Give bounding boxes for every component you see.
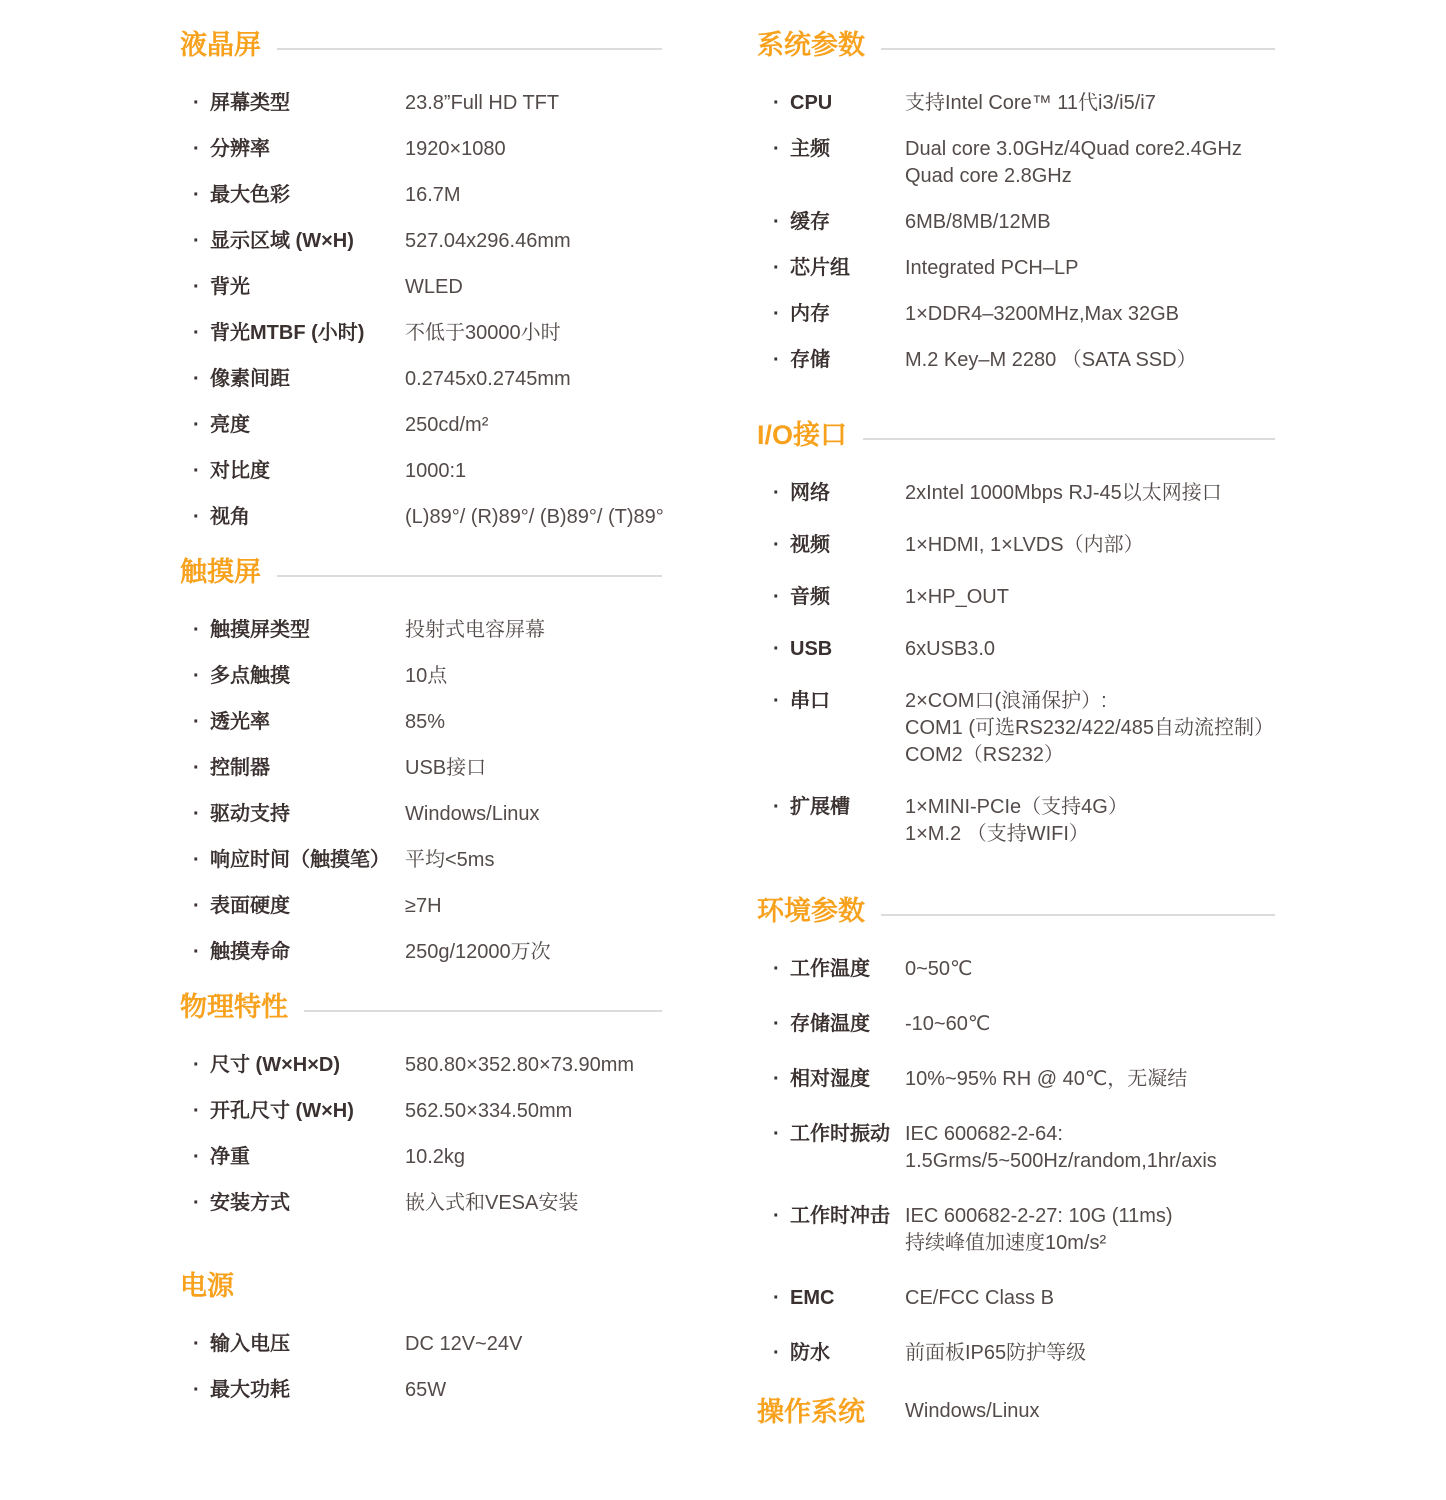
- spec-value: [405, 755, 662, 782]
- spec-row: [180, 274, 662, 301]
- spec-row: [180, 458, 662, 485]
- spec-value-line: 0~50℃: [905, 958, 973, 980]
- section-inline-value: Windows/Linux: [905, 1400, 1040, 1422]
- spec-value-line: 85%: [405, 711, 446, 733]
- spec-value: [405, 893, 662, 920]
- spec-value: [405, 801, 662, 828]
- section-io-interfaces: [757, 418, 1275, 848]
- spec-value: [905, 636, 1275, 663]
- spec-label: 背光: [210, 276, 250, 298]
- spec-label: 芯片组: [790, 257, 850, 279]
- section-environment: [757, 894, 1275, 1367]
- spec-value: [405, 1190, 662, 1217]
- spec-value: [405, 847, 662, 874]
- section-title: 液晶屏: [180, 30, 261, 60]
- spec-label: 多点触摸: [210, 665, 290, 687]
- spec-value-line: Integrated PCH–LP: [905, 257, 1079, 279]
- spec-value: [405, 1331, 662, 1358]
- spec-rows: [757, 90, 1275, 374]
- spec-value: [905, 688, 1275, 769]
- bullet-dot: ·: [193, 849, 200, 871]
- section-header-system: [757, 28, 1275, 62]
- spec-value-line: 1×HDMI, 1×LVDS（内部）: [905, 534, 1144, 556]
- section-title: 触摸屏: [180, 557, 261, 587]
- spec-label: 内存: [790, 303, 830, 325]
- spec-row: [180, 366, 662, 393]
- spec-value-line: -10~60℃: [905, 1013, 991, 1035]
- spec-label: 像素间距: [210, 368, 290, 390]
- bullet-dot: ·: [193, 184, 200, 206]
- spec-value-line: 250g/12000万次: [405, 941, 551, 963]
- spec-value-line: Dual core 3.0GHz/4Quad core2.4GHz: [905, 138, 1242, 160]
- bullet-dot: ·: [773, 690, 780, 712]
- spec-value-line: 嵌入式和VESA安装: [405, 1192, 579, 1214]
- spec-label: 尺寸 (W×H×D): [210, 1054, 340, 1076]
- spec-value-line: 支持Intel Core™ 11代i3/i5/i7: [905, 92, 1156, 114]
- spec-value-line: (L)89°/ (R)89°/ (B)89°/ (T)89°: [405, 506, 664, 528]
- spec-row: [180, 1144, 662, 1171]
- spec-value-line: 1000:1: [405, 460, 467, 482]
- bullet-dot: ·: [773, 138, 780, 160]
- bullet-dot: ·: [193, 665, 200, 687]
- section-divider-line: [863, 438, 1275, 440]
- spec-label: 最大功耗: [210, 1379, 290, 1401]
- bullet-dot: ·: [773, 1123, 780, 1145]
- spec-label: 最大色彩: [210, 184, 290, 206]
- spec-value: [405, 320, 662, 347]
- spec-value: [905, 136, 1275, 190]
- spec-value-line: 6MB/8MB/12MB: [905, 211, 1051, 233]
- spec-value-line: 投射式电容屏幕: [405, 619, 545, 641]
- bullet-dot: ·: [193, 711, 200, 733]
- spec-label: 响应时间（触摸笔）: [210, 849, 390, 871]
- bullet-dot: ·: [193, 1192, 200, 1214]
- section-header-power: [180, 1269, 662, 1303]
- spec-row: [180, 228, 662, 255]
- spec-value: [905, 209, 1275, 236]
- bullet-dot: ·: [193, 1054, 200, 1076]
- spec-label: 表面硬度: [210, 895, 290, 917]
- bullet-dot: ·: [193, 414, 200, 436]
- bullet-dot: ·: [193, 1146, 200, 1168]
- spec-value: [905, 347, 1275, 374]
- spec-label: 主频: [790, 138, 830, 160]
- spec-value: [405, 182, 662, 209]
- spec-row: [180, 504, 662, 531]
- bullet-dot: ·: [193, 276, 200, 298]
- bullet-dot: ·: [193, 138, 200, 160]
- spec-row: [757, 301, 1275, 328]
- spec-value-line: 1×MINI-PCIe（支持4G）: [905, 796, 1128, 818]
- spec-rows: [180, 1331, 662, 1404]
- section-title: I/O接口: [757, 420, 848, 450]
- spec-label: 音频: [790, 586, 830, 608]
- section-divider-line: [881, 48, 1275, 50]
- spec-row: [180, 1190, 662, 1217]
- section-title: 电源: [180, 1271, 234, 1301]
- spec-row: [757, 209, 1275, 236]
- spec-rows: [180, 1052, 662, 1217]
- spec-value-line: 0.2745x0.2745mm: [405, 368, 571, 390]
- spec-rows: [180, 617, 662, 966]
- section-header-environment: [757, 894, 1275, 928]
- spec-row: [757, 1121, 1275, 1175]
- spec-label: 触摸寿命: [210, 941, 290, 963]
- bullet-dot: ·: [773, 796, 780, 818]
- spec-value: [405, 617, 662, 644]
- spec-value-line: DC 12V~24V: [405, 1333, 523, 1355]
- spec-value: [905, 1340, 1275, 1367]
- spec-value-line: CE/FCC Class B: [905, 1287, 1054, 1309]
- spec-label: 工作时冲击: [790, 1205, 890, 1227]
- spec-row: [180, 320, 662, 347]
- spec-row: [757, 255, 1275, 282]
- spec-value: [405, 1052, 662, 1079]
- section-physical: [180, 990, 662, 1217]
- spec-value-line: 2×COM口(浪涌保护）:: [905, 690, 1107, 712]
- spec-row: [180, 182, 662, 209]
- spec-value-line: IEC 600682-2-27: 10G (11ms): [905, 1205, 1173, 1227]
- spec-value: [405, 1144, 662, 1171]
- spec-label: 相对湿度: [790, 1068, 870, 1090]
- bullet-dot: ·: [773, 1342, 780, 1364]
- spec-label: 分辨率: [210, 138, 270, 160]
- bullet-dot: ·: [773, 534, 780, 556]
- section-header-physical: [180, 990, 662, 1024]
- spec-value: [905, 584, 1275, 611]
- spec-row: [757, 136, 1275, 190]
- spec-row: [180, 1331, 662, 1358]
- spec-label: 安装方式: [210, 1192, 290, 1214]
- section-title: 操作系统: [757, 1397, 865, 1427]
- spec-rows: [757, 480, 1275, 848]
- section-title: 环境参数: [757, 896, 865, 926]
- spec-value-line: 1×HP_OUT: [905, 586, 1009, 608]
- spec-row: [180, 709, 662, 736]
- bullet-dot: ·: [193, 895, 200, 917]
- bullet-dot: ·: [773, 1287, 780, 1309]
- bullet-dot: ·: [773, 1068, 780, 1090]
- section-system: [757, 28, 1275, 374]
- section-divider-line: [881, 914, 1275, 916]
- bullet-dot: ·: [193, 941, 200, 963]
- spec-value-line: 不低于30000小时: [405, 322, 561, 344]
- spec-value-line: Windows/Linux: [405, 803, 540, 825]
- spec-value: [405, 412, 662, 439]
- bullet-dot: ·: [773, 349, 780, 371]
- spec-row: [757, 1011, 1275, 1038]
- spec-row: [180, 893, 662, 920]
- spec-value-line: 持续峰值加速度10m/s²: [905, 1232, 1107, 1254]
- spec-row: [180, 1098, 662, 1125]
- bullet-dot: ·: [773, 958, 780, 980]
- spec-row: [757, 1340, 1275, 1367]
- spec-value-line: 1920×1080: [405, 138, 506, 160]
- spec-label: 视角: [210, 506, 250, 528]
- spec-value: [405, 90, 662, 117]
- spec-row: [180, 90, 662, 117]
- spec-row: [757, 584, 1275, 611]
- spec-label: 缓存: [790, 211, 830, 233]
- spec-value: [905, 480, 1275, 507]
- bullet-dot: ·: [773, 638, 780, 660]
- bullet-dot: ·: [773, 211, 780, 233]
- spec-row: [180, 663, 662, 690]
- spec-label: 对比度: [210, 460, 270, 482]
- bullet-dot: ·: [773, 257, 780, 279]
- spec-row: [757, 90, 1275, 117]
- spec-row: [757, 1285, 1275, 1312]
- section-header-operating-system: [757, 1395, 1275, 1429]
- bullet-dot: ·: [193, 322, 200, 344]
- spec-row: [180, 412, 662, 439]
- bullet-dot: ·: [193, 460, 200, 482]
- spec-value-line: 65W: [405, 1379, 447, 1401]
- spec-value-line: M.2 Key–M 2280 （SATA SSD）: [905, 349, 1197, 371]
- spec-value: [405, 366, 662, 393]
- section-divider-line: [277, 48, 662, 50]
- spec-value: [405, 663, 662, 690]
- spec-row: [757, 347, 1275, 374]
- spec-label: 存储: [790, 349, 830, 371]
- spec-value-line: 562.50×334.50mm: [405, 1100, 573, 1122]
- spec-value-line: ≥7H: [405, 895, 442, 917]
- spec-row: [180, 801, 662, 828]
- spec-row: [757, 956, 1275, 983]
- spec-value-line: 6xUSB3.0: [905, 638, 996, 660]
- spec-row: [180, 136, 662, 163]
- bullet-dot: ·: [193, 619, 200, 641]
- spec-rows: [180, 90, 662, 531]
- section-divider-line: [304, 1010, 662, 1012]
- spec-value-line: IEC 600682-2-64:: [905, 1123, 1063, 1145]
- spec-value-line: 580.80×352.80×73.90mm: [405, 1054, 635, 1076]
- spec-value-line: 平均<5ms: [405, 849, 495, 871]
- bullet-dot: ·: [773, 1013, 780, 1035]
- left-column: [180, 28, 662, 1428]
- spec-value: [405, 458, 662, 485]
- bullet-dot: ·: [193, 1100, 200, 1122]
- bullet-dot: ·: [773, 1205, 780, 1227]
- spec-value: [905, 1121, 1275, 1175]
- spec-label: 开孔尺寸 (W×H): [210, 1100, 354, 1122]
- spec-value-line: 10%~95% RH @ 40℃，无凝结: [905, 1068, 1188, 1090]
- spec-label: 背光MTBF (小时): [210, 322, 365, 344]
- spec-value: [405, 709, 662, 736]
- spec-value-line: 1×DDR4–3200MHz,Max 32GB: [905, 303, 1180, 325]
- section-header-touch-screen: [180, 555, 662, 589]
- spec-value: [405, 939, 662, 966]
- section-touch-screen: [180, 555, 662, 966]
- spec-label: 透光率: [210, 711, 270, 733]
- spec-value-line: 10.2kg: [405, 1146, 466, 1168]
- spec-label: 亮度: [210, 414, 250, 436]
- spec-value-line: 23.8”Full HD TFT: [405, 92, 560, 114]
- spec-value: [905, 532, 1275, 559]
- spec-value-line: 1×M.2 （支持WIFI）: [905, 823, 1089, 845]
- section-lcd-screen: [180, 28, 662, 531]
- spec-label: 驱动支持: [210, 803, 290, 825]
- spec-label: 屏幕类型: [210, 92, 290, 114]
- spec-value: [405, 1098, 662, 1125]
- spec-value-line: 527.04x296.46mm: [405, 230, 571, 252]
- spec-value: [405, 274, 662, 301]
- spec-label: 输入电压: [210, 1333, 290, 1355]
- spec-value: [405, 1377, 662, 1404]
- bullet-dot: ·: [193, 1379, 200, 1401]
- section-operating-system: [757, 1395, 1275, 1429]
- spec-value-line: Quad core 2.8GHz: [905, 165, 1072, 187]
- bullet-dot: ·: [193, 757, 200, 779]
- spec-row: [180, 1052, 662, 1079]
- right-column: [757, 28, 1275, 1457]
- bullet-dot: ·: [193, 368, 200, 390]
- spec-value-line: 前面板IP65防护等级: [905, 1342, 1087, 1364]
- bullet-dot: ·: [773, 92, 780, 114]
- spec-value: [905, 1203, 1275, 1257]
- bullet-dot: ·: [773, 482, 780, 504]
- bullet-dot: ·: [193, 506, 200, 528]
- spec-value: [405, 504, 664, 531]
- spec-label: 工作温度: [790, 958, 870, 980]
- spec-row: [757, 1203, 1275, 1257]
- spec-value-line: 10点: [405, 665, 448, 687]
- spec-label: 显示区域 (W×H): [210, 230, 354, 252]
- spec-value-line: WLED: [405, 276, 463, 298]
- section-divider-line: [277, 575, 662, 577]
- spec-row: [180, 847, 662, 874]
- spec-value: [405, 228, 662, 255]
- bullet-dot: ·: [193, 92, 200, 114]
- spec-value: [405, 136, 662, 163]
- spec-label: EMC: [790, 1287, 835, 1309]
- section-header-io-interfaces: [757, 418, 1275, 452]
- spec-row: [180, 755, 662, 782]
- spec-label: 工作时振动: [790, 1123, 890, 1145]
- spec-label: 触摸屏类型: [210, 619, 310, 641]
- spec-label: 净重: [210, 1146, 250, 1168]
- spec-row: [180, 1377, 662, 1404]
- spec-label: 存储温度: [790, 1013, 870, 1035]
- spec-value-line: 2xIntel 1000Mbps RJ-45以太网接口: [905, 482, 1222, 504]
- spec-value-line: COM1 (可选RS232/422/485自动流控制）: [905, 717, 1275, 739]
- spec-label: 串口: [790, 690, 830, 712]
- spec-row: [757, 636, 1275, 663]
- spec-label: USB: [790, 638, 833, 660]
- spec-row: [757, 1066, 1275, 1093]
- spec-value-line: USB接口: [405, 757, 487, 779]
- spec-label: 防水: [790, 1342, 830, 1364]
- bullet-dot: ·: [193, 803, 200, 825]
- spec-row: [757, 794, 1275, 848]
- spec-row: [180, 617, 662, 644]
- spec-row: [757, 688, 1275, 769]
- spec-value-line: 16.7M: [405, 184, 461, 206]
- spec-row: [180, 939, 662, 966]
- spec-label: 视频: [790, 534, 830, 556]
- spec-value: [905, 1066, 1275, 1093]
- spec-rows: [757, 956, 1275, 1367]
- spec-row: [757, 532, 1275, 559]
- spec-value-line: COM2（RS232）: [905, 744, 1064, 766]
- section-title: 系统参数: [757, 30, 865, 60]
- spec-row: [757, 480, 1275, 507]
- spec-value: [905, 1011, 1275, 1038]
- spec-value: [905, 255, 1275, 282]
- bullet-dot: ·: [773, 586, 780, 608]
- spec-label: CPU: [790, 92, 833, 114]
- spec-value: [905, 301, 1275, 328]
- section-title: 物理特性: [180, 992, 288, 1022]
- spec-value: [905, 1285, 1275, 1312]
- spec-label: 控制器: [210, 757, 270, 779]
- spec-label: 扩展槽: [790, 796, 850, 818]
- spec-value: [905, 956, 1275, 983]
- bullet-dot: ·: [193, 1333, 200, 1355]
- spec-value: [905, 90, 1275, 117]
- bullet-dot: ·: [193, 230, 200, 252]
- section-header-lcd-screen: [180, 28, 662, 62]
- spec-value-line: 1.5Grms/5~500Hz/random,1hr/axis: [905, 1150, 1217, 1172]
- section-power: [180, 1269, 662, 1404]
- bullet-dot: ·: [773, 303, 780, 325]
- spec-value-line: 250cd/m²: [405, 414, 489, 436]
- spec-value: [905, 794, 1275, 848]
- spec-label: 网络: [790, 482, 830, 504]
